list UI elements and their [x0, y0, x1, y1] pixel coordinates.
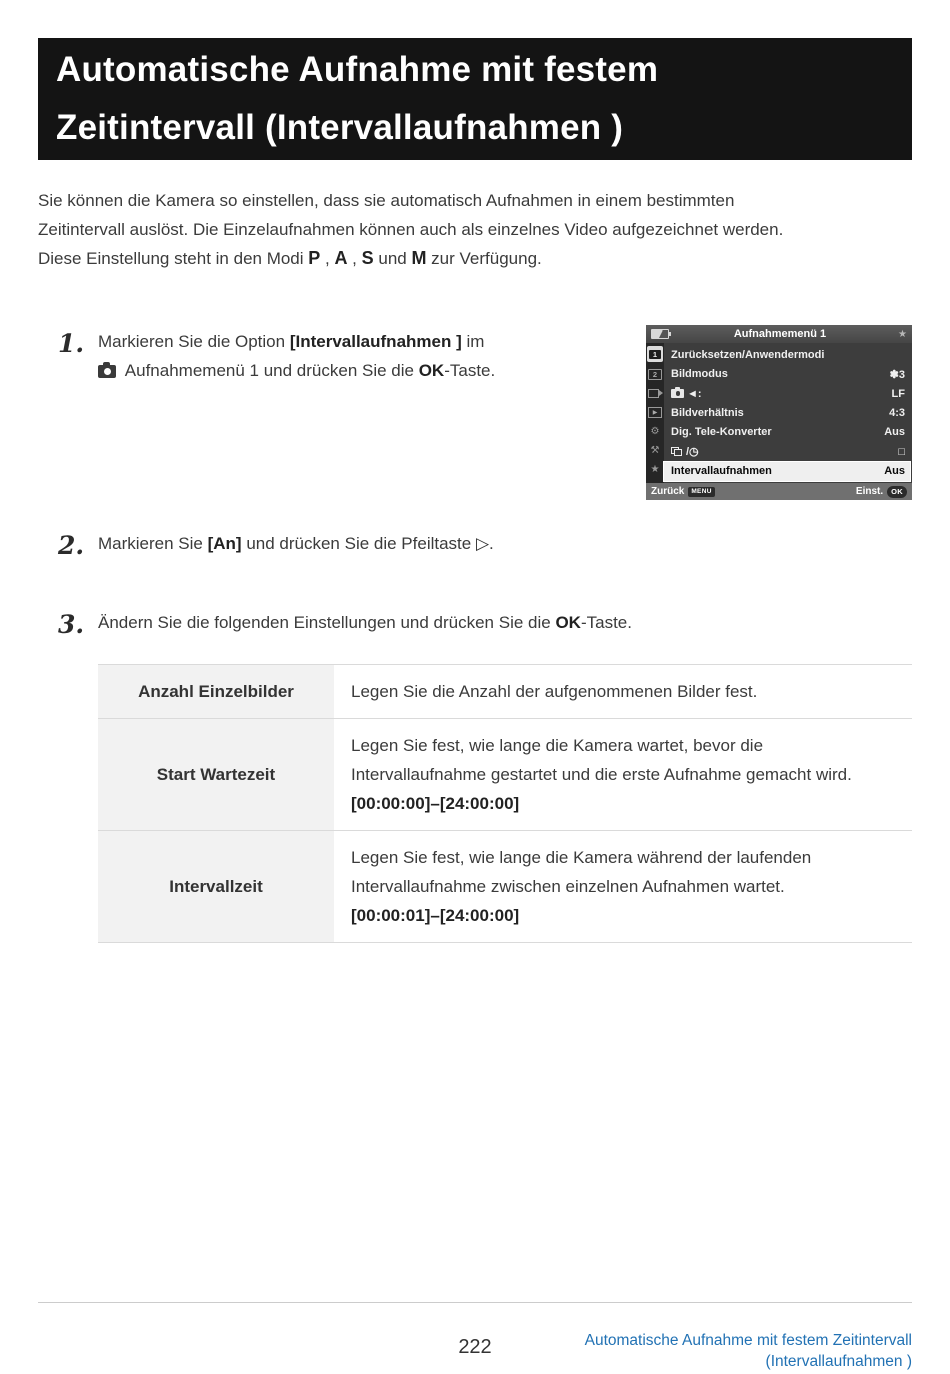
page-title-banner [38, 38, 912, 160]
step-2-number: 2. [58, 531, 85, 560]
mode-s-label: S [361, 248, 374, 268]
menu-row-bildmodus: Bildmodus ✽3 [671, 368, 905, 381]
table-row-anzahl-einzelbilder [98, 665, 912, 719]
single-frame-icon: □ [898, 445, 905, 458]
sound-icon: ◄: [687, 387, 702, 400]
menu-row-intervallaufnahmen: Intervallaufnahmen Aus [664, 462, 910, 481]
menu-title: Aufnahmemenü 1 [733, 328, 827, 340]
self-timer-icon: /◷ [686, 446, 699, 459]
an-option-label: [An] [207, 534, 242, 553]
intro-paragraph [38, 186, 912, 273]
menu-row-bildverhaeltnis: Bildverhältnis 4:3 [671, 406, 905, 419]
menu-item-list [664, 343, 912, 483]
custom-menu-gear-icon: ⚙ [650, 425, 660, 437]
back-label: Zurück [651, 486, 685, 497]
menu-row-tele-konverter: Dig. Tele-Konverter Aus [671, 426, 905, 439]
sequential-shooting-icon [671, 447, 683, 457]
page-title-line-1: Automatische Aufnahme mit festem [56, 50, 659, 89]
camera-menu-1-icon [98, 365, 116, 378]
time-range-value: [00:00:01]–[24:00:00] [351, 906, 520, 925]
favorites-star-icon: ★ [898, 328, 907, 340]
set-label: Einst. [855, 486, 884, 497]
footer-reference-line-1: Automatische Aufnahme mit festem Zeitintervall [584, 1332, 912, 1349]
ok-button-badge: OK [887, 486, 907, 498]
page-title-line-2: Zeitintervall (Intervallaufnahmen ) [56, 108, 624, 147]
setup-wrench-icon: ⚒ [650, 444, 660, 456]
ok-key-label: OK [555, 613, 581, 632]
table-row-start-wartezeit [98, 719, 912, 831]
row-description: Legen Sie die Anzahl der aufgenommenen Bilder fest. [351, 682, 758, 701]
time-range-value: [00:00:00]–[24:00:00] [351, 794, 520, 813]
row-description: Legen Sie fest, wie lange die Kamera während der laufenden Intervallaufnahme zwischen einzelnen Aufnahmen wartet. [00:00:01]–[24:00:00] [337, 831, 912, 942]
picture-mode-icon: ✽3 [889, 368, 905, 381]
menu-tab-bar [646, 343, 664, 483]
page-number: 222 [458, 1336, 492, 1358]
step-2 [58, 529, 912, 560]
menu-row-reset: Zurücksetzen/Anwendermodi [671, 348, 825, 361]
camera-1-tab-icon: 1 [647, 346, 663, 362]
table-row-intervallzeit [98, 831, 912, 943]
step-2-text: Markieren Sie [An] und drücken Sie die Pfeiltaste ▷. [98, 534, 494, 553]
intro-line-2: Zeitintervall auslöst. Die Einzelaufnahmen können auch als einzelnes Video aufgezeichnet werden. [38, 220, 784, 239]
footer-reference [585, 1330, 912, 1372]
menu-main [646, 343, 912, 483]
step-1 [58, 327, 912, 500]
step-1-number: 1. [58, 329, 85, 358]
step-3 [58, 608, 912, 639]
mode-p-label: P [308, 248, 321, 268]
video-tab-icon [647, 384, 663, 403]
menu-footer [646, 483, 912, 500]
menu-button-badge: MENU [688, 487, 714, 497]
camera-icon [671, 389, 684, 398]
menu-header [646, 325, 912, 343]
instruction-steps [58, 327, 912, 639]
playback-tab-icon: ▶ [647, 403, 663, 422]
camera-2-tab-icon: 2 [647, 365, 663, 384]
intro-line-3: Diese Einstellung steht in den Modi P , A , S und M zur Verfügung. [38, 248, 542, 268]
menu-row-drive [664, 442, 910, 461]
step-1-text: Markieren Sie die Option [Intervallaufnahmen ] im Aufnahmemenü 1 und drücken Sie die OK-Taste. [98, 332, 496, 380]
arrow-right-icon: ▷ [475, 534, 490, 553]
intervallaufnahmen-option-label: [Intervallaufnahmen ] [289, 332, 462, 351]
my-menu-star-icon: ★ [650, 463, 660, 475]
ok-key-label: OK [418, 361, 445, 380]
footer-reference-line-2: (Intervallaufnahmen ) [765, 1353, 912, 1370]
camera-menu-screenshot [646, 325, 912, 500]
battery-icon [651, 329, 669, 339]
mode-m-label: M [411, 248, 427, 268]
intro-line-3-text: Diese Einstellung steht in den Modi [38, 249, 309, 268]
row-label: Intervallzeit [98, 831, 337, 942]
intro-line-1: Sie können die Kamera so einstellen, dass sie automatisch Aufnahmen in einem bestimmten [38, 191, 735, 210]
menu-row-quality: ◄: LF [664, 384, 910, 403]
step-3-number: 3. [58, 610, 85, 639]
footer-divider [38, 1302, 912, 1303]
row-label: Anzahl Einzelbilder [98, 665, 337, 718]
row-label: Start Wartezeit [98, 719, 337, 830]
row-description: Legen Sie fest, wie lange die Kamera wartet, bevor die Intervallaufnahme gestartet und die erste Aufnahme gemacht wird. [00:00:00]–[24:00:00] [337, 719, 912, 830]
step-3-text: Ändern Sie die folgenden Einstellungen und drücken Sie die OK-Taste. [98, 613, 632, 632]
settings-table [98, 664, 912, 943]
mode-a-label: A [334, 248, 348, 268]
